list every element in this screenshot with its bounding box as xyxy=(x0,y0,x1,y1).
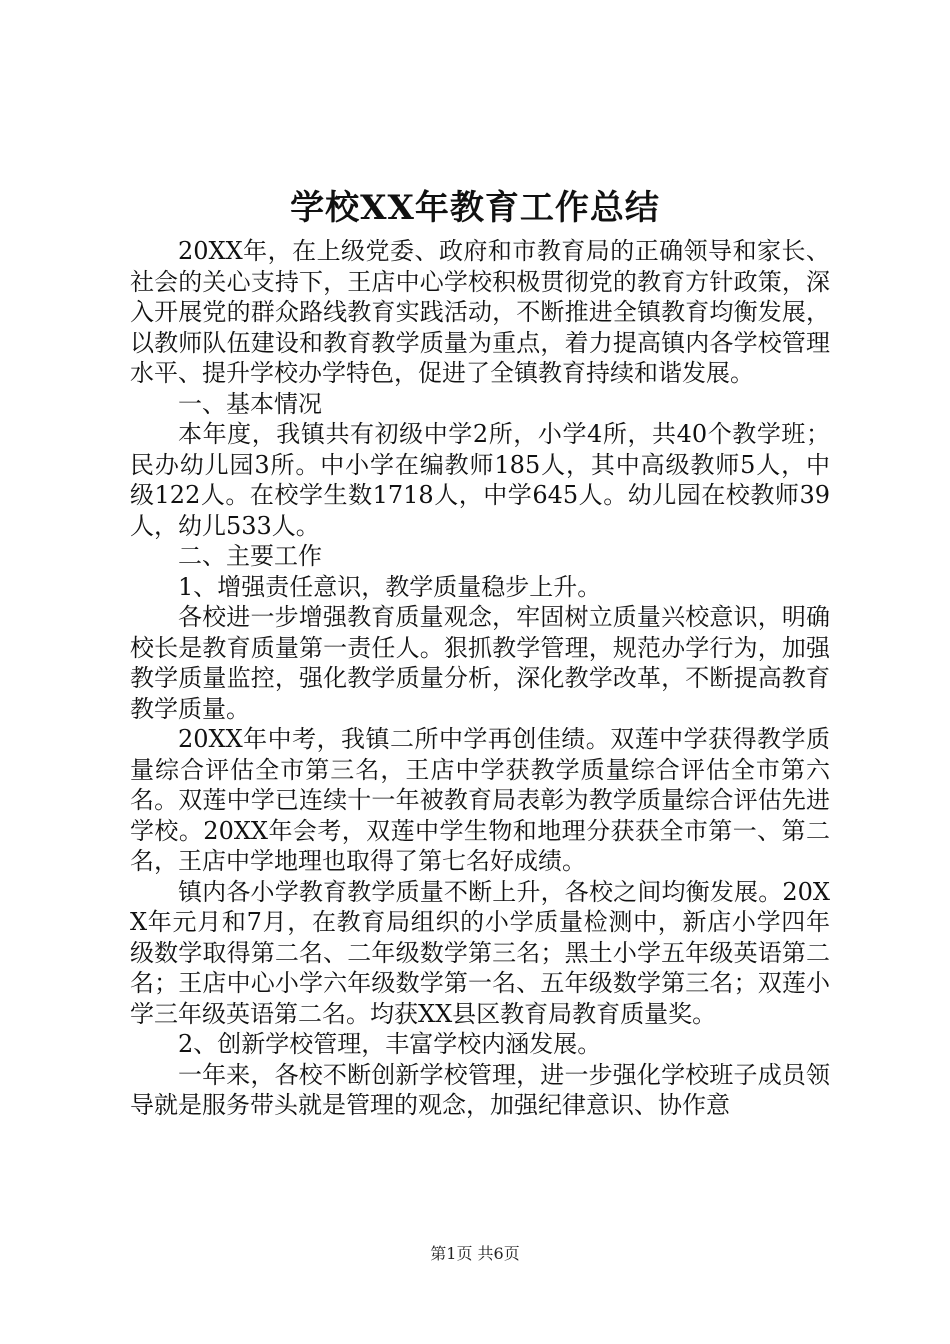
document-body xyxy=(130,236,830,1121)
paragraph-basic-situation: 本年度，我镇共有初级中学2所，小学4所，共40个教学班；民办幼儿园3所。中小学在编教师185人，其中高级教师5人，中级122人。在校学生数1718人，中学645人。幼儿园在校教师39人，幼儿533人。 xyxy=(130,420,830,540)
heading-basic-situation: 一、基本情况 xyxy=(178,389,322,418)
paragraph-management-innovation: 一年来，各校不断创新学校管理，进一步强化学校班子成员领导就是服务带头就是管理的观念，加强纪律意识、协作意 xyxy=(130,1060,830,1119)
page-number-footer: 第1页 共6页 xyxy=(430,1244,520,1263)
subheading-responsibility: 1、增强责任意识，教学质量稳步上升。 xyxy=(178,572,602,601)
heading-main-work: 二、主要工作 xyxy=(178,542,322,570)
subheading-school-management: 2、创新学校管理，丰富学校内涵发展。 xyxy=(178,1030,602,1058)
paragraph-middle-school-exam: 20XX年中考，我镇二所中学再创佳绩。双莲中学获得教学质量综合评估全市第三名，王店中学获教学质量综合评估全市第六名。双莲中学已连续十一年被教育局表彰为教学质量综合评估先进学校。20XX年会考，双莲中学生物和地理分获获全市第一、第二名，王店中学地理也取得了第七名好成绩。 xyxy=(130,725,830,875)
paragraph-primary-school-quality: 镇内各小学教育教学质量不断上升，各校之间均衡发展。20XX年元月和7月，在教育局组织的小学质量检测中，新店小学四年级数学取得第二名、二年级数学第三名；黑土小学五年级英语第二名；王店中心小学六年级数学第一名、五年级数学第三名；双莲小学三年级英语第二名。均获XX县区教育局教育质量奖。 xyxy=(130,877,830,1028)
paragraph-quality-concept: 各校进一步增强教育质量观念，牢固树立质量兴校意识，明确校长是教育质量第一责任人。狠抓教学管理，规范办学行为，加强教学质量监控，强化教学质量分析，深化教学改革，不断提高教育教学质量。 xyxy=(130,603,830,723)
paragraph-intro: 20XX年，在上级党委、政府和市教育局的正确领导和家长、社会的关心支持下，王店中心学校积极贯彻党的教育方针政策，深入开展党的群众路线教育实践活动，不断推进全镇教育均衡发展，以教师队伍建设和教育教学质量为重点，着力提高镇内各学校管理水平、提升学校办学特色，促进了全镇教育持续和谐发展。 xyxy=(130,237,830,387)
document-title: 学校XX年教育工作总结 xyxy=(290,188,660,228)
